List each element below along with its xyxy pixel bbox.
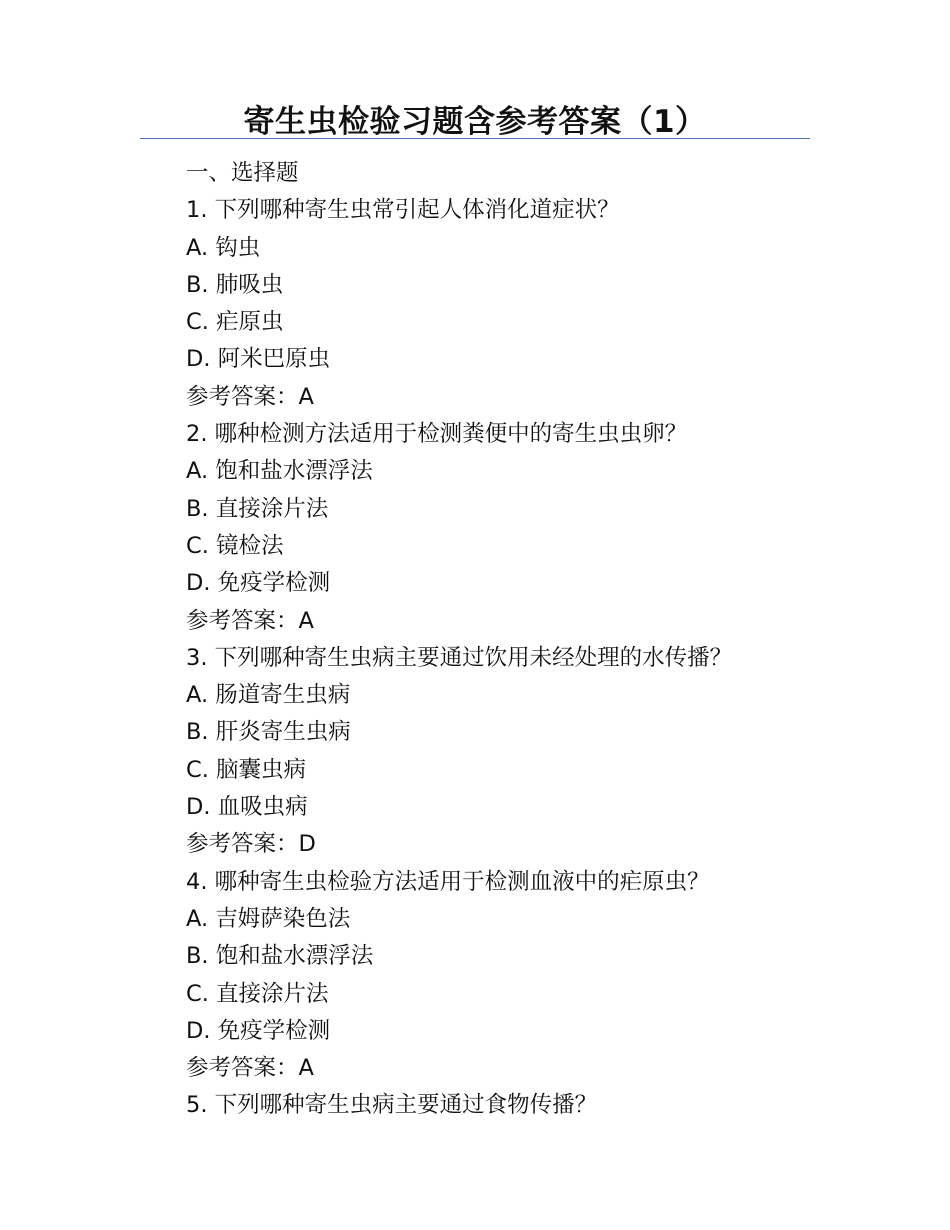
question-option: D. 免疫学检测: [186, 570, 331, 597]
question-option: B. 饱和盐水漂浮法: [186, 943, 374, 970]
answer-line: [186, 603, 826, 640]
question-option: A. 肠道寄生虫病: [186, 682, 351, 709]
answer-value: A: [298, 383, 314, 410]
question-option: C. 疟原虫: [186, 309, 284, 336]
answer-prefix: 参考答案：: [186, 607, 299, 634]
question-option: C. 直接涂片法: [186, 980, 329, 1007]
answer-value: A: [298, 1055, 314, 1082]
question-option: D. 免疫学检测: [186, 1017, 331, 1044]
answer-line: [186, 826, 826, 863]
question-stem: 1. 下列哪种寄生虫常引起人体消化道症状？: [186, 197, 620, 224]
answer-line: [186, 379, 826, 416]
question-option: A. 饱和盐水漂浮法: [186, 458, 373, 485]
question-stem: 5. 下列哪种寄生虫病主要通过食物传播？: [186, 1092, 598, 1119]
answer-value: D: [298, 831, 316, 858]
question-stem: 4. 哪种寄生虫检验方法适用于检测血液中的疟原虫？: [186, 868, 710, 895]
question-option: A. 钩虫: [186, 234, 261, 261]
answer-prefix: 参考答案：: [186, 1055, 299, 1082]
question-option: C. 脑囊虫病: [186, 756, 307, 783]
question-option: D. 血吸虫病: [186, 794, 308, 821]
question-option: B. 肺吸虫: [186, 271, 284, 298]
document-body: [186, 155, 826, 1125]
question-option: C. 镜检法: [186, 532, 284, 559]
question-option: B. 肝炎寄生虫病: [186, 719, 351, 746]
question-option: D. 阿米巴原虫: [186, 346, 331, 373]
title-underline: [140, 138, 810, 139]
answer-prefix: 参考答案：: [186, 383, 299, 410]
answer-value: A: [298, 607, 314, 634]
section-heading: 一、选择题: [186, 160, 299, 186]
question-option: A. 吉姆萨染色法: [186, 905, 351, 932]
question-stem: 2. 哪种检测方法适用于检测粪便中的寄生虫虫卵？: [186, 421, 688, 448]
answer-line: [186, 1050, 826, 1087]
document-title: 寄生虫检验习题含参考答案（1）: [243, 104, 707, 140]
question-option: B. 直接涂片法: [186, 495, 329, 522]
question-stem: 3. 下列哪种寄生虫病主要通过饮用未经处理的水传播？: [186, 644, 733, 671]
answer-prefix: 参考答案：: [186, 831, 299, 858]
